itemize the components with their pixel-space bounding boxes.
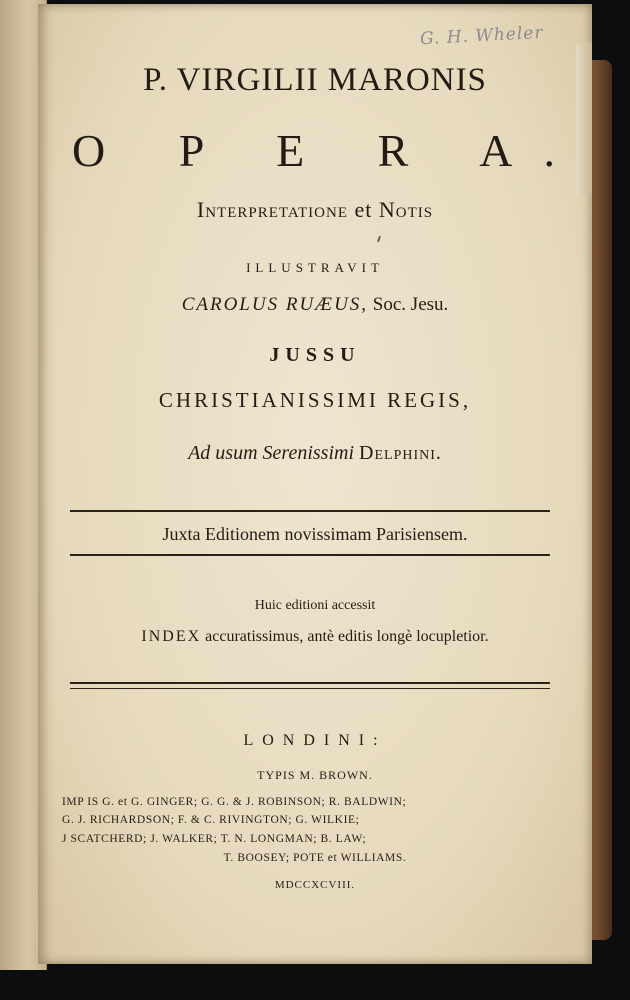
dedication-delphini: Delphini. <box>359 442 442 464</box>
dedication-line <box>38 442 592 465</box>
rule-middle <box>70 554 550 556</box>
addition-rest: accuratissimus, antè editis longè locupletior. <box>205 628 489 645</box>
title-author: P. VIRGILII MARONIS <box>143 62 487 98</box>
edition-line: Juxta Editionem novissimam Parisiensem. <box>162 524 468 544</box>
ink-speck <box>377 236 381 242</box>
rule-top <box>70 510 550 512</box>
notis-word: Notis <box>378 197 434 222</box>
imprint-booksellers-3: J SCATCHERD; J. WALKER; T. N. LONGMAN; B. LAW; <box>62 833 367 845</box>
rule-double-bottom <box>70 688 550 689</box>
title-page <box>38 4 592 964</box>
jussu-line: JUSSU <box>269 344 361 366</box>
handwritten-inscription: G. H. Wheler <box>419 22 544 50</box>
interpretatione-word: Interpretatione <box>196 197 348 222</box>
regis-line: CHRISTIANISSIMI REGIS, <box>158 388 472 412</box>
editor-name: CAROLUS RUÆUS, <box>181 294 369 315</box>
addition-intro: Huic editioni accessit <box>254 598 376 613</box>
addition-line <box>38 628 592 646</box>
imprint-booksellers-2: G. J. RICHARDSON; F. & C. RIVINGTON; G. WILKIE; <box>62 814 360 826</box>
editor-order: Soc. Jesu. <box>372 294 449 315</box>
interpretatione-line <box>38 197 592 223</box>
dedication-italic: Ad usum Serenissimi <box>188 442 355 464</box>
imprint-date: MDCCXCVIII. <box>274 879 356 891</box>
imprint-booksellers-1: IMP IS G. et G. GINGER; G. G. & J. ROBINSON; R. BALDWIN; <box>62 796 407 808</box>
rule-double-top <box>70 682 550 684</box>
editor-line <box>38 294 592 316</box>
index-word: INDEX <box>141 628 202 645</box>
title-opera: O P E R A. <box>71 125 587 176</box>
imprint-printer: TYPIS M. BROWN. <box>257 768 373 782</box>
et-word: et <box>354 197 373 222</box>
imprint-city: LONDINI: <box>243 732 387 749</box>
illustravit-line: ILLUSTRAVIT <box>246 260 384 275</box>
imprint-booksellers-4: T. BOOSEY; POTE et WILLIAMS. <box>223 852 407 864</box>
